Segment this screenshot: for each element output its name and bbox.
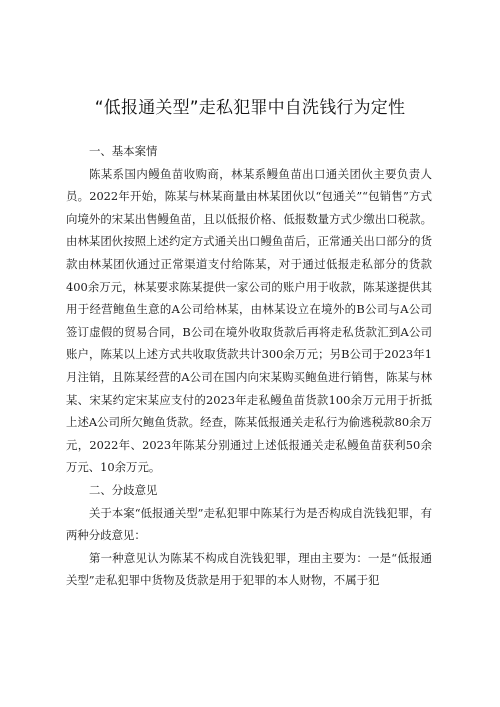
section-2-heading: 二、分歧意见 <box>89 482 158 497</box>
section-2-paragraph-1: 关于本案“低报通关型”走私犯罪中陈某行为是否构成自洗钱犯罪，有两种分歧意见： <box>66 505 432 543</box>
document-title: “低报通关型”走私犯罪中自洗钱行为定性 <box>94 98 406 118</box>
section-1-paragraph: 陈某系国内鳗鱼苗收购商，林某系鳗鱼苗出口通关团伙主要负责人员。2022年开始，陈某与林某商量由林某团伙以“包通关”“包销售”方式向境外的宋某出售鳗鱼苗，且以低报价格、低报数量方式少缴出口税款。由林某团伙按照上述约定方式通关出口鳗鱼苗后，正常通关出口部分的货款由林某团伙通过正常渠道支付给陈某，对于通过低报走私部分的货款400余万元，林某要求陈某提供一家公司的账户用于收款，陈某遂提供其用于经营鲍鱼生意的A公司给林某，由林某设立在境外的B公司与A公司签订虚假的贸易合同，B公司在境外收取货款后再将走私货款汇到A公司账户，陈某以上述方式共收取货款共计300余万元；另B公司于2023年1月注销，且陈某经营的A公司在国内向宋某购买鲍鱼进行销售，陈某与林某、宋某约定宋某应支付的2023年走私鳗鱼苗货款100余万元用于折抵上述A公司所欠鲍鱼货款。经查，陈某低报通关走私行为偷逃税款80余万元，2022年、2023年陈某分别通过上述低报通关走私鳗鱼苗获利50余万元、10余万元。 <box>66 166 432 475</box>
document-body <box>66 140 432 592</box>
section-1-heading: 一、基本案情 <box>89 144 158 158</box>
section-2-paragraph-2: 第一种意见认为陈某不构成自洗钱犯罪，理由主要为：一是“低报通关型”走私犯罪中货物及货款是用于犯罪的本人财物，不属于犯 <box>66 550 432 588</box>
